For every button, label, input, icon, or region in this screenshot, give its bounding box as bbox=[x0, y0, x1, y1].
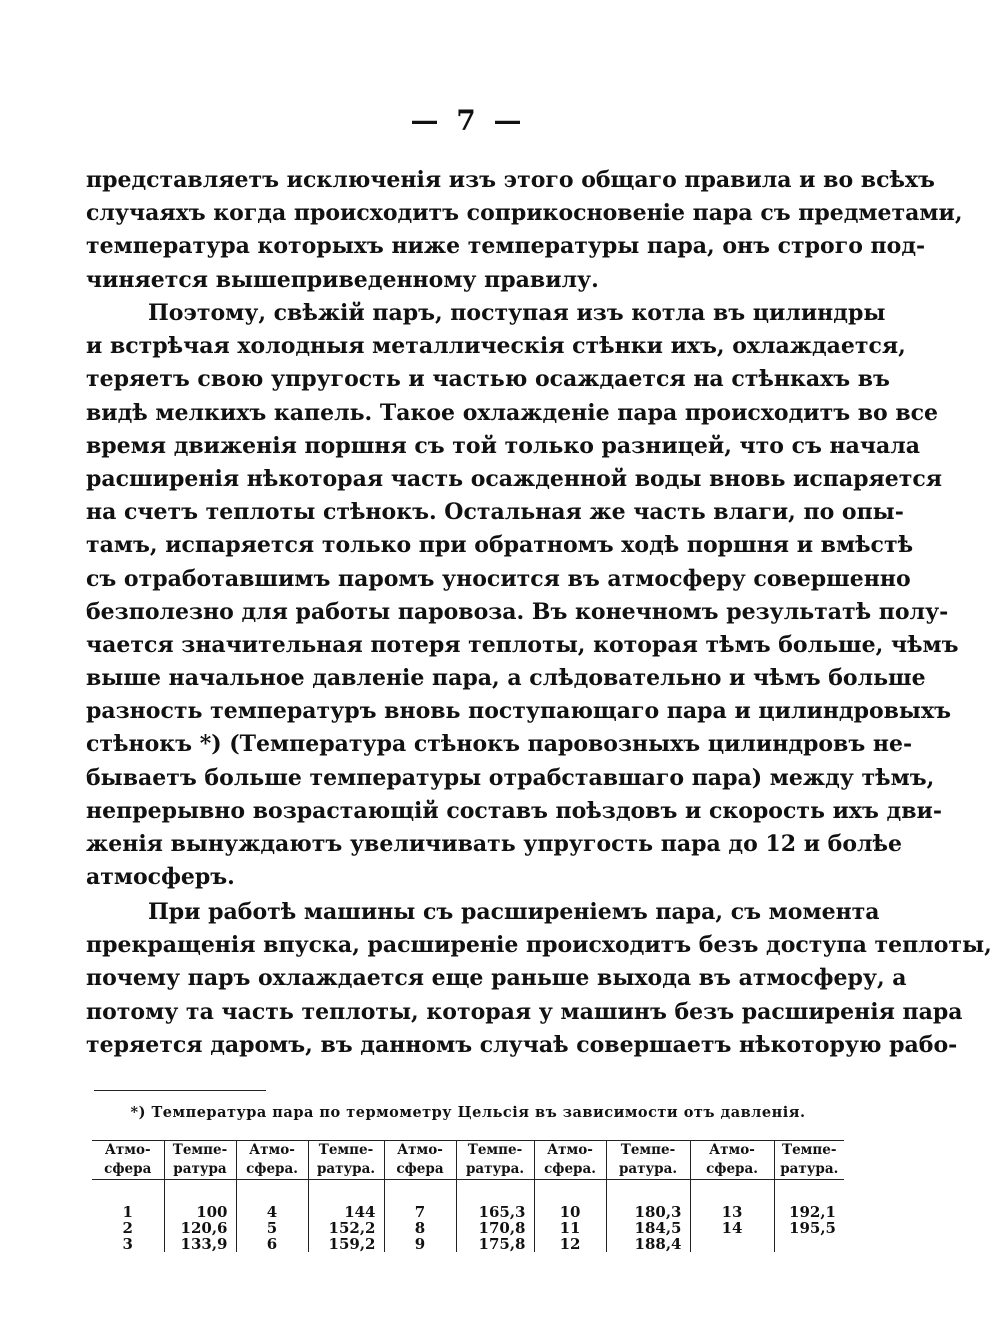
table-cell: 144 bbox=[308, 1204, 384, 1220]
text-line: выше начальное давленіе пара, а слѣдовательно и чѣмъ больше bbox=[86, 665, 926, 692]
table-row bbox=[92, 1220, 844, 1236]
table-header: Атмо- сфера bbox=[384, 1141, 456, 1180]
table-header: Атмо- сфера. bbox=[690, 1141, 774, 1180]
table-cell: 4 bbox=[236, 1204, 308, 1220]
text-line: чиняется вышеприведенному правилу. bbox=[86, 266, 599, 293]
table-header: Темпе- ратура. bbox=[456, 1141, 534, 1180]
table-header: Атмо- сфера. bbox=[236, 1141, 308, 1180]
text-line: на счетъ теплоты стѣнокъ. Остальная же часть влаги, по опы- bbox=[86, 499, 904, 526]
table-row bbox=[92, 1236, 844, 1252]
table-cell bbox=[774, 1236, 844, 1252]
table-cell: 165,3 bbox=[456, 1204, 534, 1220]
table-cell: 170,8 bbox=[456, 1220, 534, 1236]
table-cell: 2 bbox=[122, 1219, 133, 1237]
table-cell: 180,3 bbox=[606, 1204, 690, 1220]
table-header: Атмо- сфера. bbox=[534, 1141, 606, 1180]
table-cell: 12 bbox=[534, 1236, 606, 1252]
paragraph-2 bbox=[86, 297, 959, 894]
table-cell: 9 bbox=[384, 1236, 456, 1252]
table-header-row bbox=[92, 1141, 844, 1180]
table-cell: 3 bbox=[122, 1235, 133, 1253]
text-line: теряетъ свою упругость и частью осаждается на стѣнкахъ въ bbox=[86, 366, 890, 393]
text-line: расширенія нѣкоторая часть осажденной воды вновь испаряется bbox=[86, 465, 943, 492]
table-cell: 7 bbox=[384, 1204, 456, 1220]
paragraph-3 bbox=[86, 896, 992, 1062]
text-line: непрерывно возрастающій составъ поѣздовъ и скорость ихъ дви- bbox=[86, 797, 942, 824]
text-line: разность температуръ вновь поступающаго пара и цилиндровыхъ bbox=[86, 698, 951, 725]
table-cell: 10 bbox=[534, 1204, 606, 1220]
footnote: *) Температура пара по термометру Цельсія въ зависимости отъ давленія. bbox=[130, 1104, 806, 1121]
table-cell: 152,2 bbox=[308, 1220, 384, 1236]
table-cell: 14 bbox=[690, 1220, 774, 1236]
table-cell: 159,2 bbox=[308, 1236, 384, 1252]
footnote-divider bbox=[94, 1090, 266, 1091]
table-cell: 133,9 bbox=[164, 1236, 236, 1252]
text-line: потому та часть теплоты, которая у машинъ безъ расширенія пара bbox=[86, 998, 963, 1025]
text-line: съ отработавшимъ паромъ уносится въ атмосферу совершенно bbox=[86, 565, 911, 592]
table-row bbox=[92, 1204, 844, 1220]
text-line: бываетъ больше температуры отрабставшаго пара) между тѣмъ, bbox=[86, 764, 935, 791]
table-cell: 120,6 bbox=[164, 1220, 236, 1236]
text-line: При работѣ машины съ расширеніемъ пара, съ момента bbox=[148, 899, 880, 925]
text-line: почему паръ охлаждается еще раньше выхода въ атмосферу, а bbox=[86, 965, 907, 992]
text-line: безполезно для работы паровоза. Въ конечномъ результатѣ полу- bbox=[86, 598, 949, 625]
table-cell: 6 bbox=[236, 1236, 308, 1252]
table-cell: 8 bbox=[384, 1220, 456, 1236]
table-cell: 13 bbox=[690, 1204, 774, 1220]
text-line: тамъ, испаряется только при обратномъ ходѣ поршня и вмѣстѣ bbox=[86, 532, 914, 559]
text-line: Поэтому, свѣжій паръ, поступая изъ котла въ цилиндры bbox=[148, 300, 886, 326]
table-header: Темпе- ратура. bbox=[606, 1141, 690, 1180]
table-header: Темпе- ратура bbox=[164, 1141, 236, 1180]
page-number: — 7 — bbox=[410, 104, 526, 137]
text-line: атмосферъ. bbox=[86, 864, 235, 891]
pressure-temperature-table bbox=[92, 1140, 844, 1252]
table-header: Темпе- ратура. bbox=[774, 1141, 844, 1180]
table-cell: 1 bbox=[122, 1203, 133, 1221]
text-line: и встрѣчая холодныя металлическія стѣнки ихъ, охлаждается, bbox=[86, 333, 906, 360]
table-cell: 100 bbox=[164, 1204, 236, 1220]
table-cell bbox=[690, 1236, 774, 1252]
text-line: теряется даромъ, въ данномъ случаѣ совершаетъ нѣкоторую рабо- bbox=[86, 1031, 958, 1058]
text-line: стѣнокъ *) (Температура стѣнокъ паровозныхъ цилиндровъ не- bbox=[86, 731, 913, 758]
table-cell: 195,5 bbox=[774, 1220, 844, 1236]
text-line: видѣ мелкихъ капель. Такое охлажденіе пара происходитъ во все bbox=[86, 399, 939, 426]
text-line: чается значительная потеря теплоты, которая тѣмъ больше, чѣмъ bbox=[86, 631, 959, 658]
table-cell: 11 bbox=[534, 1220, 606, 1236]
table-cell: 5 bbox=[236, 1220, 308, 1236]
text-line: прекращенія впуска, расширеніе происходитъ безъ доступа теплоты, bbox=[86, 932, 992, 959]
table-cell: 188,4 bbox=[606, 1236, 690, 1252]
table-cell: 184,5 bbox=[606, 1220, 690, 1236]
table-header: Темпе- ратура. bbox=[308, 1141, 384, 1180]
text-line: случаяхъ когда происходитъ соприкосновеніе пара съ предметами, bbox=[86, 200, 963, 227]
table-cell: 192,1 bbox=[774, 1204, 844, 1220]
table-cell: 175,8 bbox=[456, 1236, 534, 1252]
text-line: женія вынуждаютъ увеличивать упругость пара до 12 и болѣе bbox=[86, 831, 902, 857]
text-line: представляетъ исключенія изъ этого общаго правила и во всѣхъ bbox=[86, 167, 935, 193]
table-header: Атмо- сфера bbox=[92, 1141, 164, 1180]
text-line: температура которыхъ ниже температуры пара, онъ строго под- bbox=[86, 233, 926, 260]
paragraph-1 bbox=[86, 164, 963, 297]
text-line: время движенія поршня съ той только разницей, что съ начала bbox=[86, 432, 921, 459]
table-spacer-row bbox=[92, 1180, 844, 1205]
